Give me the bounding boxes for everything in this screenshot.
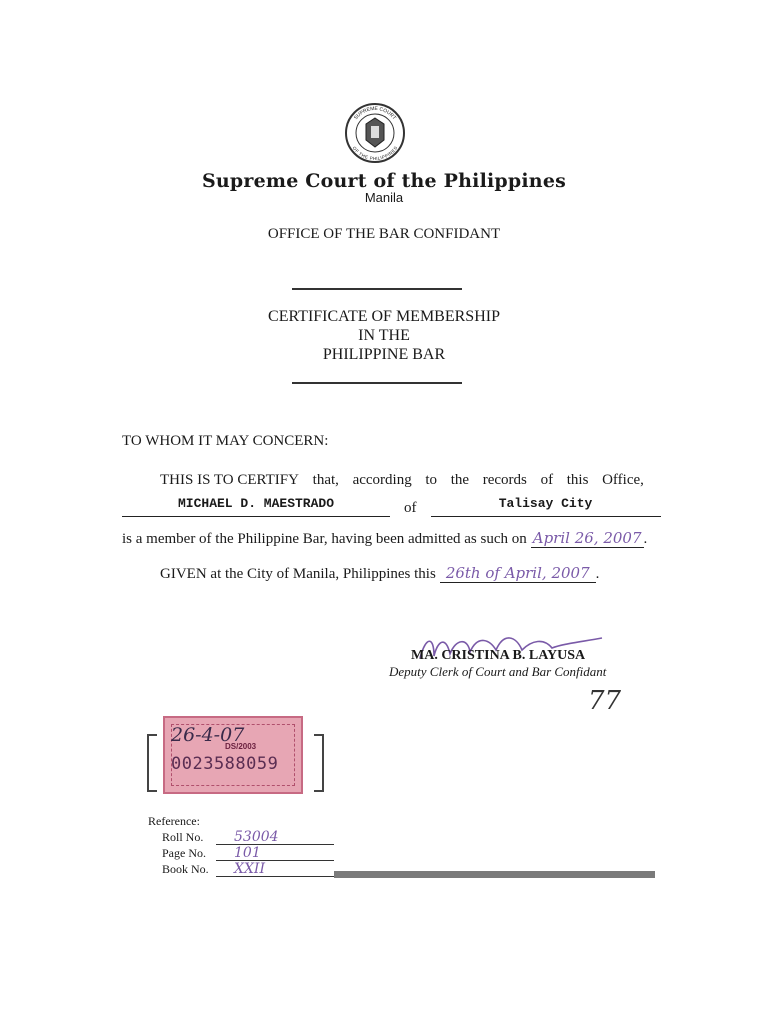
- admission-date: April 26, 2007: [532, 529, 642, 547]
- documentary-stamp: [163, 716, 303, 794]
- certify-word: Office,: [602, 472, 644, 488]
- office-title: OFFICE OF THE BAR CONFIDANT: [267, 226, 501, 242]
- court-name: Supreme Court of the Philippines: [201, 170, 567, 192]
- reference-row-roll: [162, 830, 334, 845]
- certify-word: the: [450, 472, 470, 488]
- supreme-court-seal-icon: [344, 102, 406, 164]
- admission-text: is a member of the Philippine Bar, having been admitted as such on: [122, 531, 527, 547]
- signatory-name: MA. CRISTINA B. LAYUSA: [411, 648, 586, 663]
- reference-value: XXII: [234, 861, 265, 877]
- bottom-divider: [292, 382, 462, 384]
- given-date: 26th of April, 2007: [440, 564, 596, 583]
- reference-value: 53004: [234, 829, 279, 845]
- reference-label: Roll No.: [162, 830, 204, 844]
- stamp-code: DS/2003: [225, 742, 257, 751]
- certificate-title-line3: PHILIPPINE BAR: [322, 346, 446, 363]
- certificate-title-line1: CERTIFICATE OF MEMBERSHIP: [268, 308, 500, 325]
- stamp-bracket-right: [314, 734, 324, 792]
- period: .: [643, 531, 648, 547]
- of-label: of: [404, 500, 417, 516]
- certificate-title-line2: IN THE: [358, 327, 410, 344]
- svg-text:OF THE PHILIPPINES: [352, 145, 399, 161]
- certify-word: according: [352, 472, 412, 488]
- admission-line: [122, 529, 647, 548]
- stamp-handwritten-date: 26-4-07: [171, 724, 245, 746]
- reference-row-page: [162, 846, 334, 861]
- salutation: TO WHOM IT MAY CONCERN:: [122, 433, 329, 449]
- member-place: Talisay City: [431, 496, 661, 517]
- signatory-role: Deputy Clerk of Court and Bar Confidant: [389, 664, 607, 679]
- stamp-number: 0023588059: [171, 754, 279, 774]
- certify-word: THIS IS TO CERTIFY: [160, 472, 299, 488]
- handwritten-note: 77: [588, 686, 622, 716]
- top-divider: [292, 288, 462, 290]
- scan-artifact-bar: [334, 871, 655, 878]
- seal-bottom-text: OF THE PHILIPPINES: [351, 145, 399, 162]
- seal-top-text: SUPREME COURT: [352, 105, 398, 122]
- certify-word: records: [482, 472, 527, 488]
- stamp-bracket-left: [147, 734, 157, 792]
- reference-row-book: [162, 862, 334, 877]
- certify-line: [160, 472, 644, 489]
- reference-label: Page No.: [162, 846, 206, 860]
- member-line: [122, 496, 661, 517]
- certify-word: to: [425, 472, 438, 488]
- court-city: Manila: [364, 190, 404, 205]
- certify-word: that,: [312, 472, 339, 488]
- certificate-title: [0, 307, 768, 364]
- certify-word: this: [566, 472, 589, 488]
- member-name: MICHAEL D. MAESTRADO: [122, 496, 390, 517]
- certify-word: of: [540, 472, 554, 488]
- given-text: GIVEN at the City of Manila, Philippines this: [160, 566, 436, 582]
- period: .: [595, 566, 600, 582]
- reference-value: 101: [234, 845, 261, 861]
- reference-heading: Reference:: [148, 814, 200, 828]
- reference-label: Book No.: [162, 862, 209, 876]
- given-line: [160, 564, 599, 583]
